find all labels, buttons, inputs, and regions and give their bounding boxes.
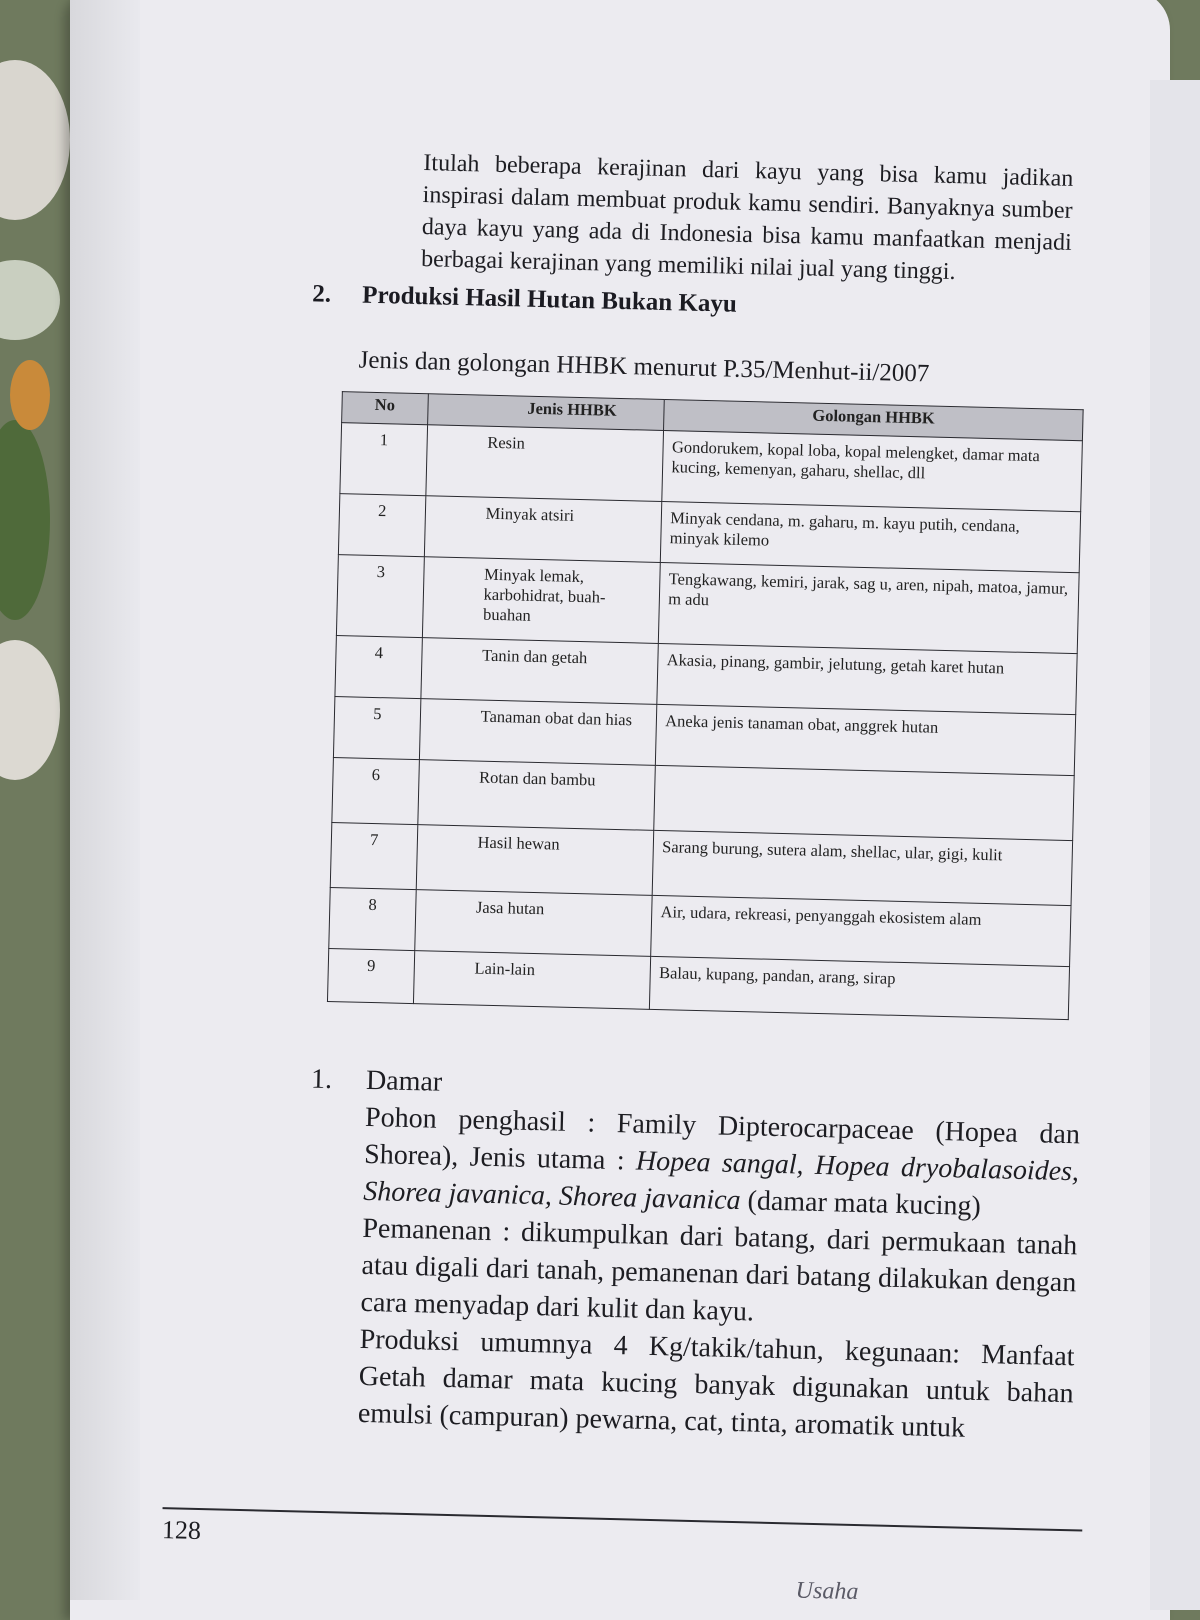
cell-golongan: Air, udara, rekreasi, penyanggah ekosistem alam	[651, 895, 1071, 966]
cell-golongan: Aneka jenis tanaman obat, anggrek hutan	[656, 704, 1076, 775]
footer-rule	[163, 1507, 1083, 1531]
table-caption: Jenis dan golongan HHBK menurut P.35/Menhut-ii/2007	[358, 346, 930, 388]
list-item-damar	[302, 1061, 1081, 1450]
header-no: No	[342, 392, 428, 425]
cell-golongan: Sarang burung, sutera alam, shellac, ular, gigi, kulit	[652, 830, 1072, 905]
cell-no: 7	[330, 823, 417, 890]
list-item-title: Damar	[365, 1064, 443, 1098]
header-jenis: Jenis HHBK	[427, 394, 664, 431]
cell-golongan: Gondorukem, kopal loba, kopal melengket, damar mata kucing, kemenyan, gaharu, shellac, dll	[662, 431, 1082, 512]
cell-golongan: Akasia, pinang, gambir, jelutung, getah karet hutan	[657, 643, 1077, 714]
cell-jenis: Tanin dan getah	[421, 638, 659, 705]
cell-no: 2	[338, 494, 425, 557]
cell-no: 1	[340, 423, 427, 496]
cell-golongan: Minyak cendana, m. gaharu, m. kayu putih, cendana, minyak kilemo	[661, 501, 1081, 572]
section-number: 2.	[311, 280, 332, 308]
cell-no: 8	[329, 887, 416, 950]
cell-jenis: Jasa hutan	[414, 890, 652, 957]
cell-no: 9	[327, 948, 414, 1003]
tree-source-suffix: (damar mata kucing)	[740, 1185, 982, 1222]
cell-golongan	[654, 765, 1074, 840]
cell-jenis: Resin	[426, 425, 664, 502]
intro-paragraph: Itulah beberapa kerajinan dari kayu yang bisa kamu jadikan inspirasi dalam membuat produk kamu sendiri. Banyaknya sumber daya kayu yang ada di Indonesia bisa kamu manfaatkan menjadi berbagai kerajinan yang memiliki nilai jual yang tinggi.	[420, 150, 1074, 286]
cell-no: 6	[332, 758, 419, 825]
header-golongan: Golongan HHBK	[664, 400, 1083, 441]
cell-jenis: Hasil hewan	[416, 825, 654, 896]
cell-no: 5	[333, 697, 420, 760]
page-number: 128	[161, 1515, 202, 1546]
list-item-number: 1.	[310, 1063, 333, 1096]
production-text: Produksi umumnya 4 Kg/takik/tahun, kegunaan: Manfaat Getah damar mata kucing banyak digunakan untuk bahan emulsi (campuran) pewarna, cat, tinta, aromatik untuk	[357, 1323, 1075, 1444]
tree-source-prefix: Pohon penghasil : Family Dipterocarpaceae (Hopea dan Shorea), Jenis utama :	[363, 1101, 1081, 1177]
species-names: Hopea sangal, Hopea dryobalasoides, Shorea javanica, Shorea javanica	[362, 1145, 1080, 1217]
cell-jenis: Minyak lemak, karbohidrat, buah-buahan	[422, 557, 661, 644]
tree-source-text	[363, 1099, 1080, 1227]
harvest-text: Pemanenan : dikumpulkan dari batang, dari permukaan tanah atau digali dari tanah, pemanenan dari batang dilakukan dengan cara menyadap dari kulit dan kayu.	[360, 1212, 1078, 1328]
cell-no: 3	[336, 555, 424, 638]
cell-jenis: Rotan dan bambu	[418, 760, 656, 831]
section-heading	[312, 280, 737, 318]
cell-jenis: Lain-lain	[413, 951, 651, 1010]
cell-jenis: Tanaman obat dan hias	[419, 699, 657, 766]
cell-golongan: Balau, kupang, pandan, arang, sirap	[650, 956, 1070, 1019]
section-title: Produksi Hasil Hutan Bukan Kayu	[361, 281, 738, 318]
cell-no: 4	[335, 636, 422, 699]
hhbk-table	[327, 391, 1084, 1020]
cell-golongan: Tengkawang, kemiri, jarak, sag u, aren, nipah, matoa, jamur, m adu	[659, 562, 1080, 653]
cell-jenis: Minyak atsiri	[424, 496, 662, 563]
list-item-body	[357, 1099, 1080, 1449]
running-footer: Usaha	[795, 1577, 859, 1606]
